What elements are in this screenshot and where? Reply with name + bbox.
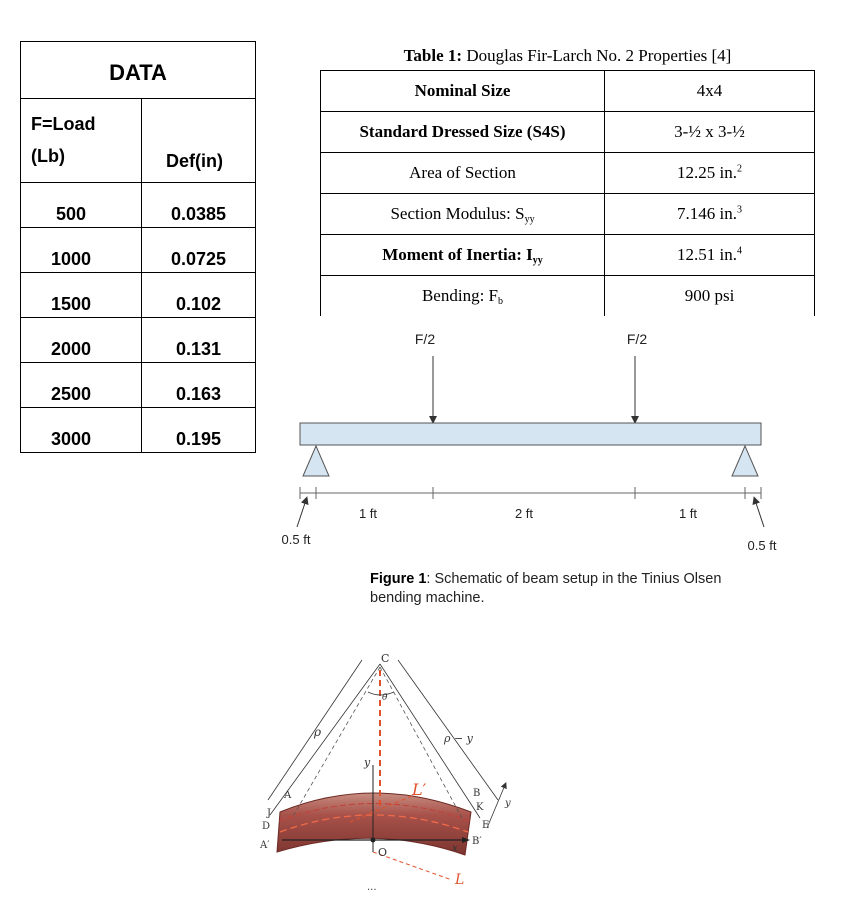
label-rho-minus-y: ρ − y — [444, 732, 473, 745]
superscript: 4 — [736, 245, 742, 257]
load-cell: 3000 — [21, 408, 142, 453]
load-header-line1: F=Load — [31, 114, 96, 134]
label-j: J — [267, 808, 272, 819]
figure1-text: : Schematic of beam setup in the Tinius Olsen bending machine. — [370, 571, 722, 606]
value-text: 12.25 in. — [677, 163, 737, 182]
load-cell: 1500 — [21, 273, 142, 318]
property-cell: Area of Section — [321, 153, 605, 194]
label-a: A — [284, 790, 292, 801]
origin-point — [371, 838, 376, 843]
rho-minus-y-dimension — [398, 660, 498, 800]
dim-label-right: 1 ft — [678, 506, 698, 521]
support-left — [303, 446, 329, 476]
label-l-prime: L′ — [412, 780, 427, 799]
label-dots: ... — [367, 882, 377, 893]
value-cell: 3-½ x 3-½ — [605, 112, 815, 153]
property-cell: Standard Dressed Size (S4S) — [321, 112, 605, 153]
dim-label-center: 2 ft — [514, 506, 534, 521]
value-cell: 900 psi — [605, 276, 815, 317]
pointer-left-end — [297, 500, 306, 527]
value-text: 7.146 in. — [677, 204, 737, 223]
subscript: b — [498, 295, 504, 307]
label-theta: θ — [382, 693, 388, 703]
y-arrow-right — [487, 785, 505, 828]
table1-caption-label: Table 1: — [403, 46, 463, 65]
property-cell: Nominal Size — [321, 71, 605, 112]
dim-label-left-end: 0.5 ft — [281, 532, 311, 547]
superscript: 3 — [736, 204, 742, 216]
label-b: B — [473, 788, 481, 799]
load-cell: 500 — [21, 183, 142, 228]
load-label-right: F/2 — [626, 331, 648, 347]
label-rho: ρ — [314, 725, 322, 739]
label-x: x — [452, 843, 458, 854]
load-label-left: F/2 — [414, 331, 436, 347]
label-d: D — [262, 821, 271, 832]
label-c: C — [381, 652, 390, 665]
subscript: yy — [532, 254, 543, 266]
subscript: yy — [524, 213, 535, 225]
figure1-label: Figure 1 — [370, 571, 427, 587]
value-cell: 4x4 — [605, 71, 815, 112]
dim-label-left: 1 ft — [358, 506, 378, 521]
table1-caption-text: Douglas Fir-Larch No. 2 Properties [4] — [462, 46, 732, 65]
pointer-right-end — [755, 500, 764, 527]
dim-label-right-end: 0.5 ft — [747, 538, 777, 553]
property-text: Bending: F — [421, 285, 499, 305]
bending-diagram — [259, 652, 511, 893]
label-y-right: y — [505, 798, 511, 809]
deflection-cell: 0.0385 — [142, 183, 256, 228]
deflection-cell: 0.163 — [142, 363, 256, 408]
load-cell: 1000 — [21, 228, 142, 273]
label-e: E — [482, 820, 490, 831]
label-k: K — [476, 802, 484, 813]
deflection-column-header: Def(in) — [142, 99, 256, 183]
label-l: L — [455, 872, 465, 888]
load-header-line2: (Lb) — [31, 146, 65, 166]
value-text: 12.51 in. — [677, 245, 737, 264]
load-cell: 2500 — [21, 363, 142, 408]
label-y-axis: y — [364, 756, 371, 769]
label-b-prime: B′ — [472, 836, 482, 847]
deflection-cell: 0.131 — [142, 318, 256, 363]
data-table-title: DATA — [21, 42, 256, 99]
load-cell: 2000 — [21, 318, 142, 363]
deflection-cell: 0.195 — [142, 408, 256, 453]
support-right — [732, 446, 758, 476]
label-a-prime: A′ — [260, 840, 270, 851]
deflection-cell: 0.102 — [142, 273, 256, 318]
beam — [300, 423, 761, 445]
property-text: Moment of Inertia: I — [382, 244, 533, 264]
superscript: 2 — [736, 163, 742, 175]
deflection-cell: 0.0725 — [142, 228, 256, 273]
figure1-caption — [370, 570, 740, 608]
property-text: Section Modulus: S — [390, 203, 525, 223]
label-o: O — [378, 846, 388, 859]
